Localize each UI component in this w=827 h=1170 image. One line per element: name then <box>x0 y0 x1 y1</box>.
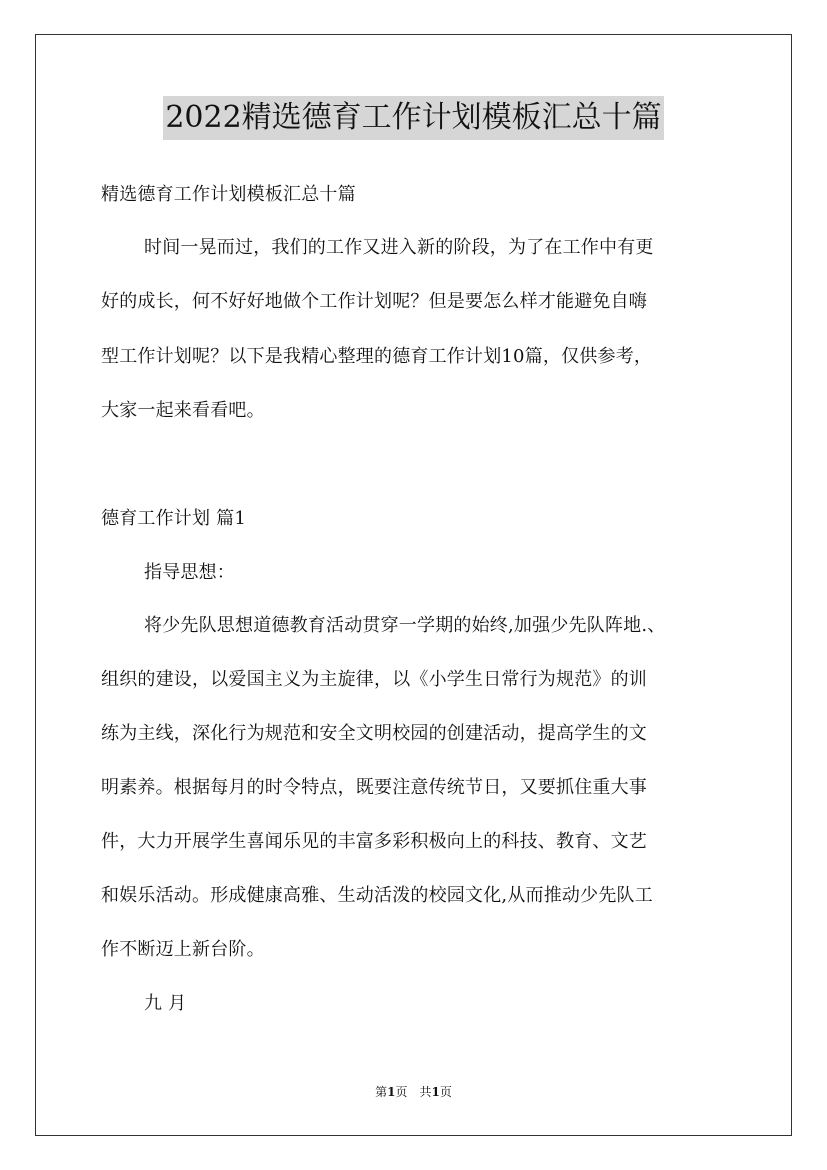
intro-line-3: 型工作计划呢？以下是我精心整理的德育工作计划10篇，仅供参考， <box>101 346 653 367</box>
intro-line-1: 时间一晃而过，我们的工作又进入新的阶段，为了在工作中有更 <box>144 237 654 258</box>
page-footer <box>0 1084 827 1100</box>
intro-line-4: 大家一起来看看吧。 <box>101 400 265 421</box>
body-line-6: 和娱乐活动。形成健康高雅、生动活泼的校园文化,从而推动少先队工 <box>101 885 653 906</box>
footer-page-number: 1 <box>387 1085 396 1099</box>
document-title <box>0 96 827 140</box>
guiding-heading: 指导思想： <box>144 562 235 583</box>
body-line-4: 明素养。根据每月的时令特点，既要注意传统节日，又要抓住重大事 <box>101 777 647 798</box>
body-line-1: 将少先队思想道德教育活动贯穿一学期的始终,加强少先队阵地.、 <box>144 615 666 636</box>
month-heading: 九 月 <box>144 993 187 1014</box>
body-line-7: 作不断迈上新台阶。 <box>101 939 265 960</box>
body-line-3: 练为主线，深化行为规范和安全文明校园的创建活动，提高学生的文 <box>101 723 647 744</box>
footer-page-total: 1 <box>431 1085 440 1099</box>
section-heading: 德育工作计划 篇1 <box>101 508 246 529</box>
footer-prefix: 第 <box>375 1085 388 1099</box>
footer-suffix: 页 <box>439 1085 452 1099</box>
footer-middle: 页 共 <box>395 1085 432 1099</box>
intro-line-2: 好的成长，何不好好地做个工作计划呢？但是要怎么样才能避免自嗨 <box>101 291 647 312</box>
document-title-text: 2022精选德育工作计划模板汇总十篇 <box>163 96 663 140</box>
document-subtitle: 精选德育工作计划模板汇总十篇 <box>101 184 356 205</box>
body-line-5: 件，大力开展学生喜闻乐见的丰富多彩积极向上的科技、教育、文艺 <box>101 831 647 852</box>
body-line-2: 组织的建设，以爱国主义为主旋律，以《小学生日常行为规范》的训 <box>101 669 647 690</box>
